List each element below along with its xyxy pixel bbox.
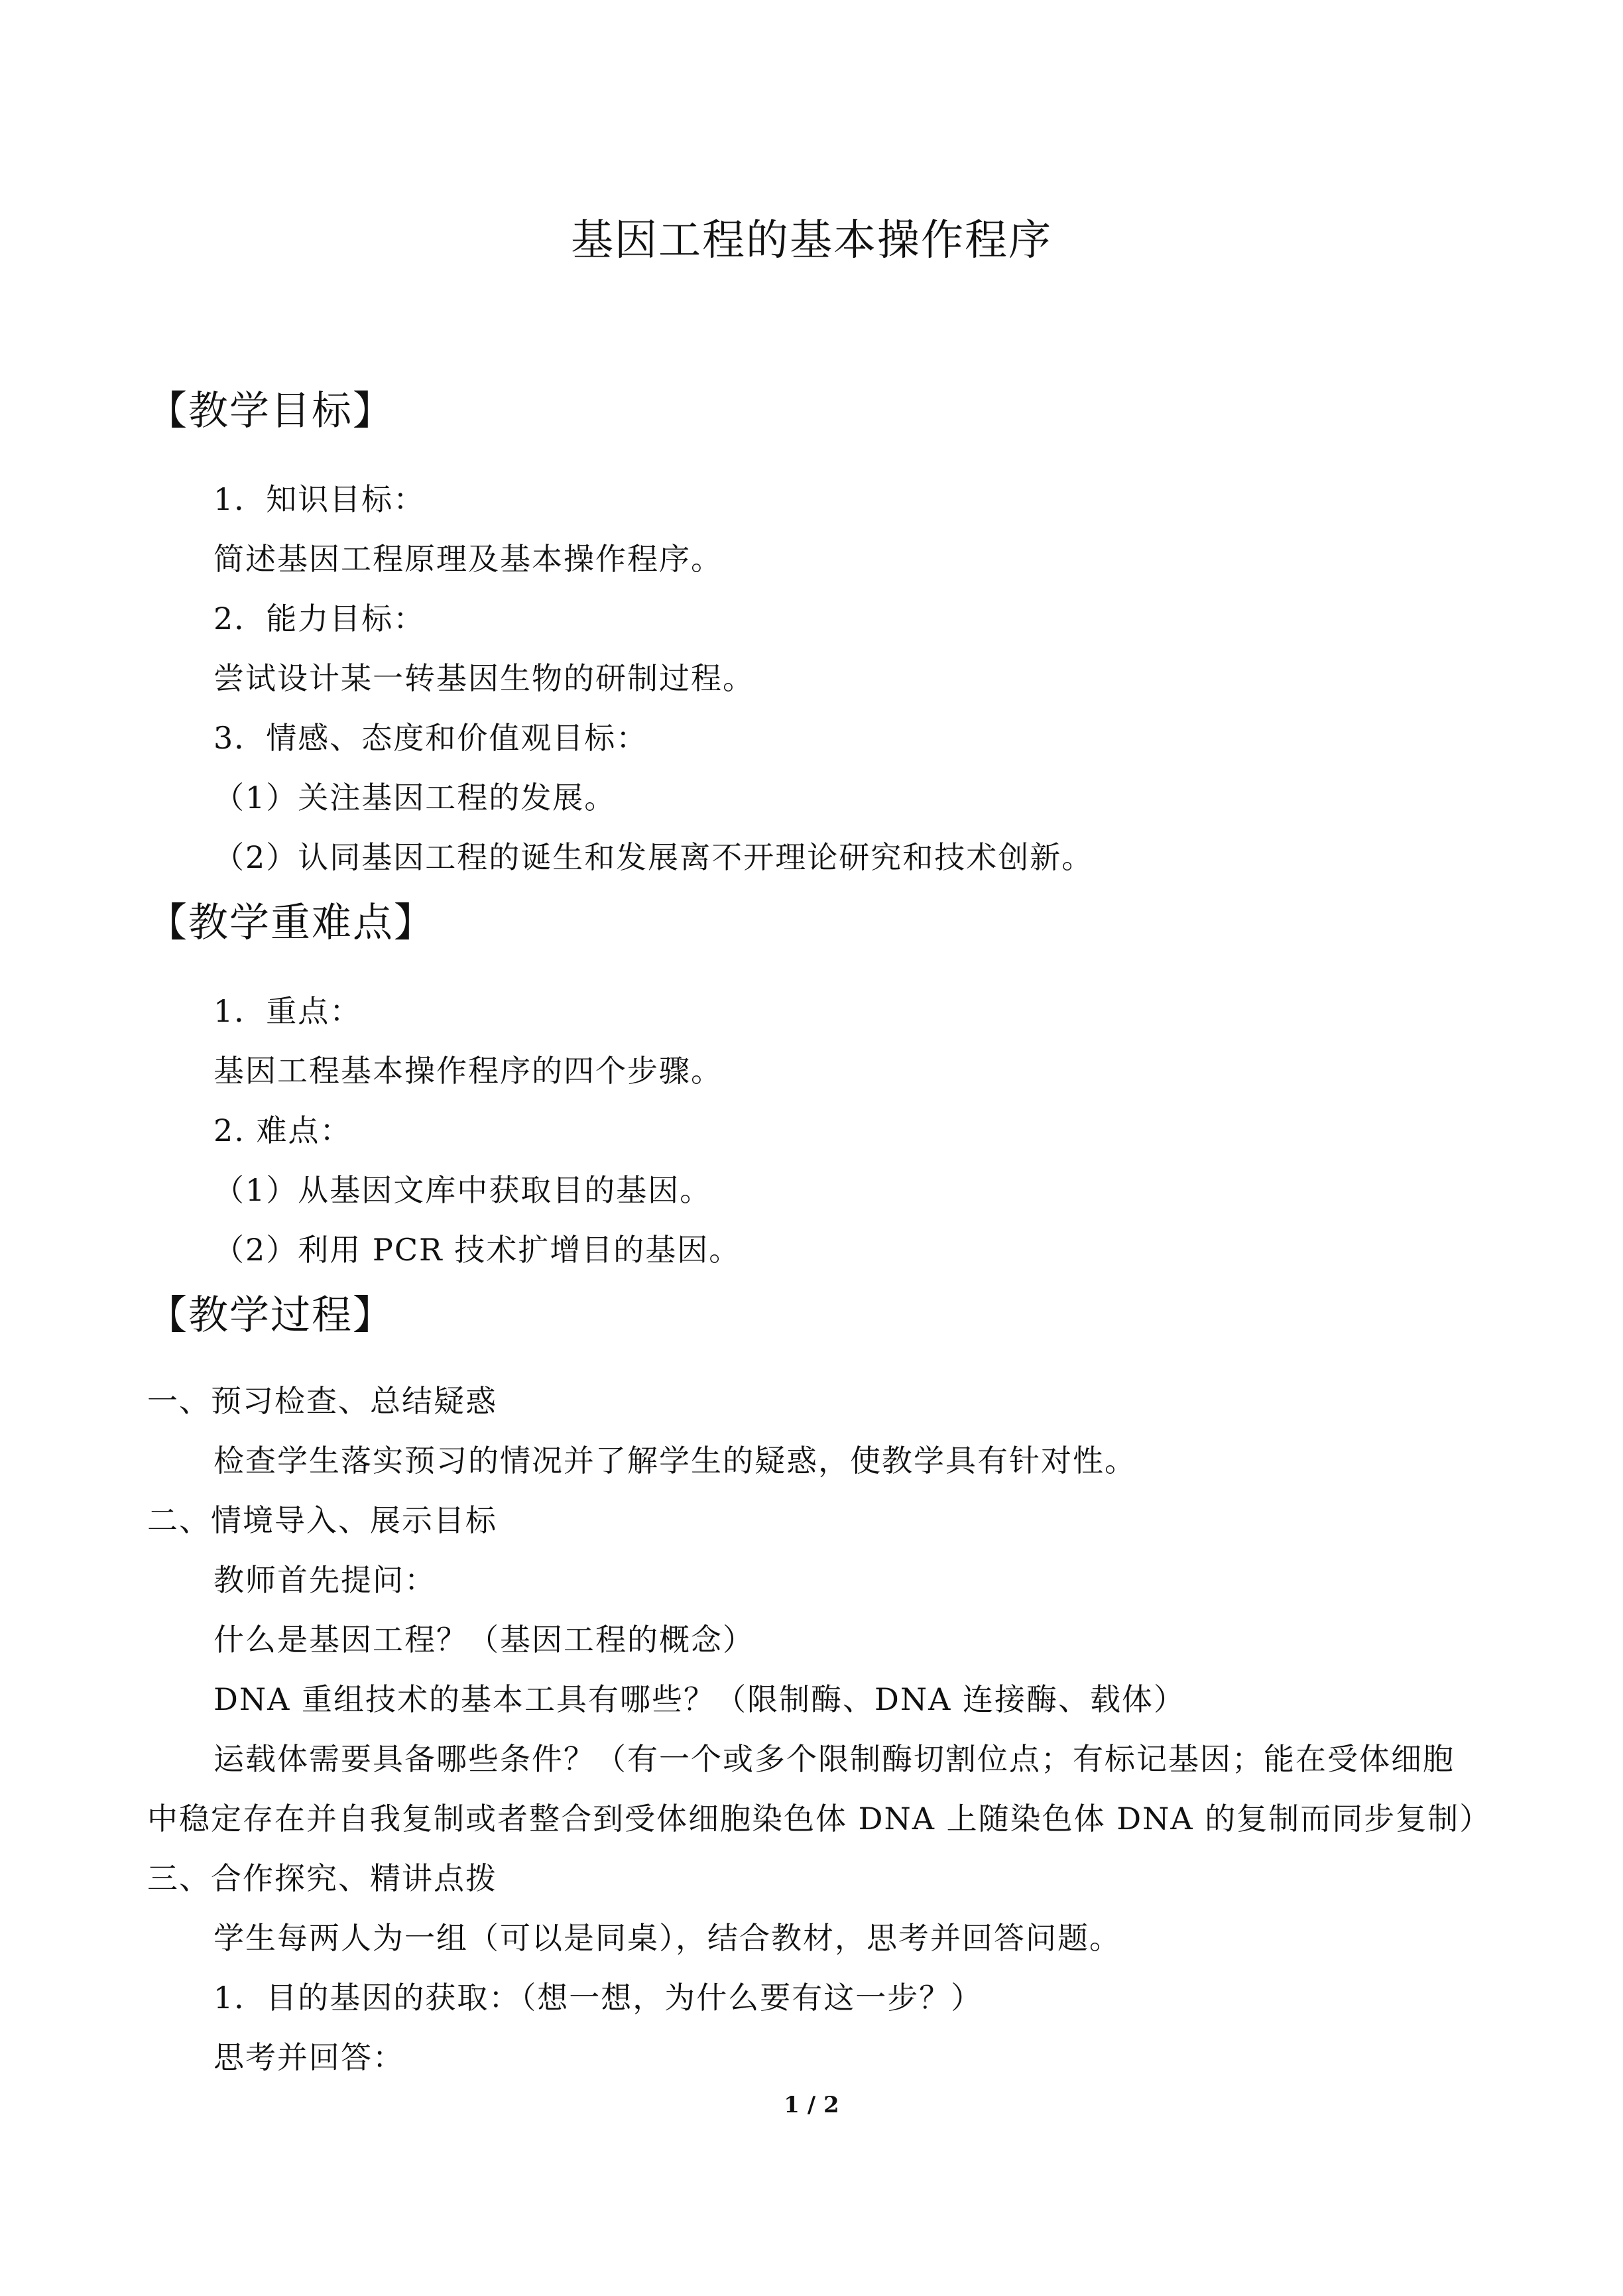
section-text: 运载体需要具备哪些条件？（有一个或多个限制酶切割位点；有标记基因；能在受体细胞 xyxy=(213,1741,1455,1777)
section-title: 三、合作探究、精讲点拨 xyxy=(147,1860,497,1896)
objective-line: 尝试设计某一转基因生物的研制过程。 xyxy=(213,660,754,696)
key-point-line: 基因工程基本操作程序的四个步骤。 xyxy=(213,1053,723,1089)
section-text: 1．目的基因的获取：（想一想，为什么要有这一步？） xyxy=(213,1980,983,2016)
objectives-heading: 【教学目标】 xyxy=(147,388,394,434)
objective-line: 3．情感、态度和价值观目标： xyxy=(213,720,648,756)
key-point-line: 2. 难点： xyxy=(213,1113,352,1148)
page-title: 基因工程的基本操作程序 xyxy=(571,216,1052,265)
objective-line: （1）关注基因工程的发展。 xyxy=(213,780,617,816)
key-points-heading: 【教学重难点】 xyxy=(147,900,435,946)
objective-line: （2）认同基因工程的诞生和发展离不开理论研究和技术创新。 xyxy=(213,839,1094,875)
section-text: 什么是基因工程？（基因工程的概念） xyxy=(213,1622,754,1658)
key-point-line: （2）利用 PCR 技术扩增目的基因。 xyxy=(213,1232,741,1268)
key-point-line: （1）从基因文库中获取目的基因。 xyxy=(213,1172,712,1208)
section-text: 思考并回答： xyxy=(213,2039,404,2075)
section-text: DNA 重组技术的基本工具有哪些？（限制酶、DNA 连接酶、载体） xyxy=(213,1681,1185,1717)
section-text: 中稳定存在并自我复制或者整合到受体细胞染色体 DNA 上随染色体 DNA 的复制而同步复制） xyxy=(147,1801,1492,1837)
section-title: 一、预习检查、总结疑惑 xyxy=(147,1383,497,1419)
objective-line: 1．知识目标： xyxy=(213,481,426,517)
section-title: 二、情境导入、展示目标 xyxy=(147,1502,497,1538)
section-text: 检查学生落实预习的情况并了解学生的疑惑，使教学具有针对性。 xyxy=(213,1443,1136,1479)
key-point-line: 1．重点： xyxy=(213,993,362,1029)
objective-line: 2．能力目标： xyxy=(213,601,426,636)
section-text: 教师首先提问： xyxy=(213,1562,436,1598)
process-heading: 【教学过程】 xyxy=(147,1292,394,1339)
objective-line: 简述基因工程原理及基本操作程序。 xyxy=(213,541,723,577)
section-text: 学生每两人为一组（可以是同桌），结合教材，思考并回答问题。 xyxy=(213,1920,1121,1956)
page-number: 1 / 2 xyxy=(784,2092,839,2118)
